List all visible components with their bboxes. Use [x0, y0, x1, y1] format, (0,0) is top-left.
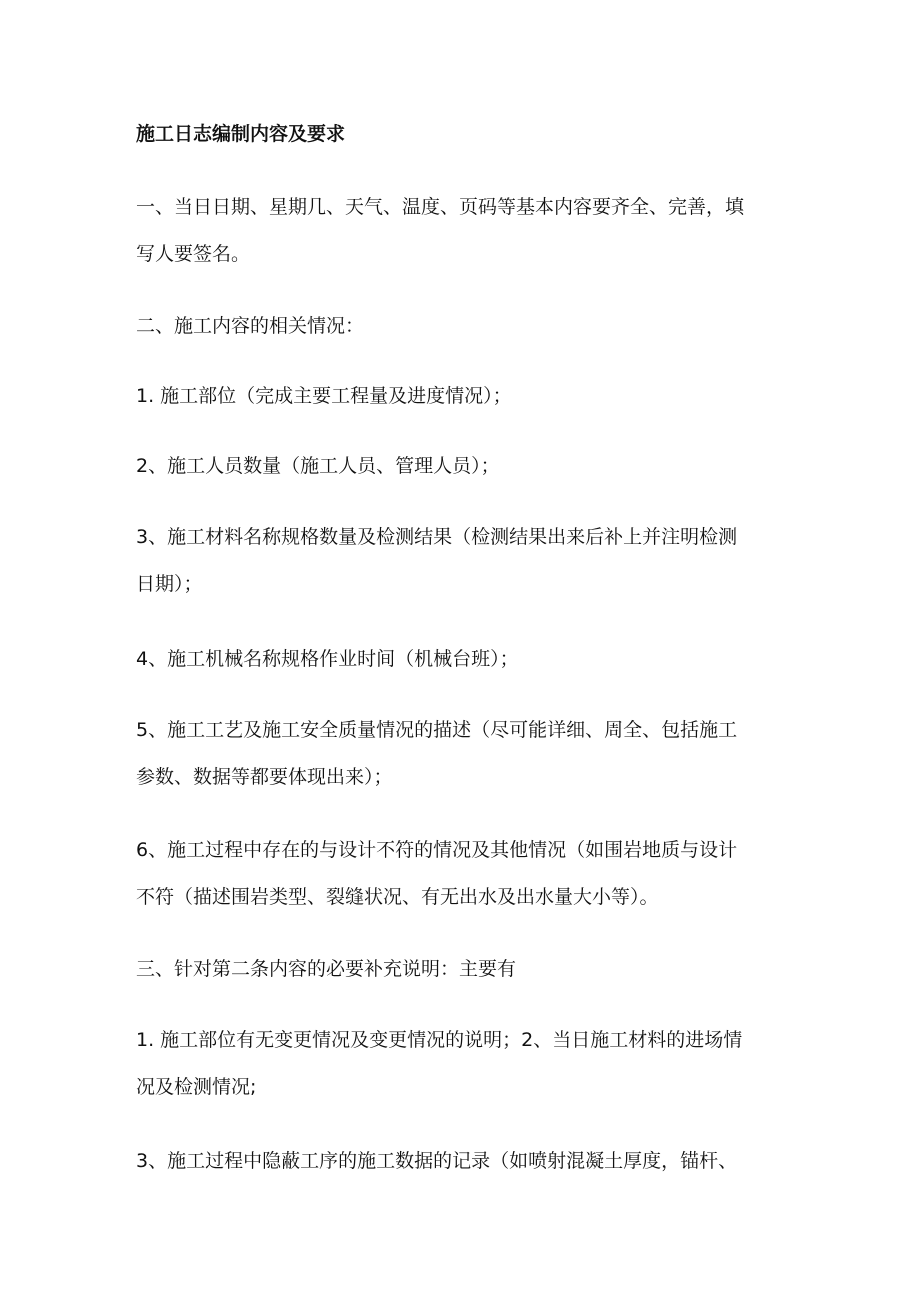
paragraph-line: 二、施工内容的相关情况： — [136, 315, 365, 337]
paragraph-line: 1. 施工部位（完成主要工程量及进度情况）； — [136, 385, 512, 407]
paragraph-line: 3、施工材料名称规格数量及检测结果（检测结果出来后补上并注明检测 — [136, 526, 738, 548]
paragraph-line: 一、当日日期、星期几、天气、温度、页码等基本内容要齐全、完善，填 — [136, 196, 745, 218]
paragraph-line: 写人要签名。 — [136, 243, 251, 265]
paragraph-section-two-heading — [136, 303, 786, 350]
paragraph-basic-info — [136, 184, 786, 278]
paragraph-line: 5、施工工艺及施工安全质量情况的描述（尽可能详细、周全、包括施工 — [136, 719, 738, 741]
paragraph-item-5 — [136, 707, 786, 801]
paragraph-supplement-1 — [136, 1017, 786, 1111]
paragraph-line: 参数、数据等都要体现出来）； — [136, 766, 393, 788]
paragraph-section-three-heading — [136, 946, 786, 993]
paragraph-line: 1. 施工部位有无变更情况及变更情况的说明；2、当日施工材料的进场情 — [136, 1029, 743, 1051]
paragraph-item-3 — [136, 514, 786, 608]
paragraph-item-6 — [136, 827, 786, 921]
document-title: 施工日志编制内容及要求 — [136, 123, 346, 145]
paragraph-item-4 — [136, 636, 786, 683]
paragraph-supplement-3 — [136, 1138, 786, 1185]
paragraph-item-1 — [136, 373, 786, 420]
paragraph-line: 6、施工过程中存在的与设计不符的情况及其他情况（如围岩地质与设计 — [136, 839, 738, 861]
paragraph-line: 日期）； — [136, 573, 203, 595]
paragraph-line: 4、施工机械名称规格作业时间（机械台班）； — [136, 648, 519, 670]
paragraph-item-2 — [136, 443, 786, 490]
paragraph-line: 3、施工过程中隐蔽工序的施工数据的记录（如喷射混凝土厚度，锚杆、 — [136, 1150, 738, 1172]
paragraph-line: 不符（描述围岩类型、裂缝状况、有无出水及出水量大小等）。 — [136, 886, 659, 908]
paragraph-line: 三、针对第二条内容的必要补充说明：主要有 — [136, 958, 517, 980]
paragraph-line: 况及检测情况; — [136, 1076, 257, 1098]
paragraph-line: 2、施工人员数量（施工人员、管理人员）； — [136, 455, 500, 477]
